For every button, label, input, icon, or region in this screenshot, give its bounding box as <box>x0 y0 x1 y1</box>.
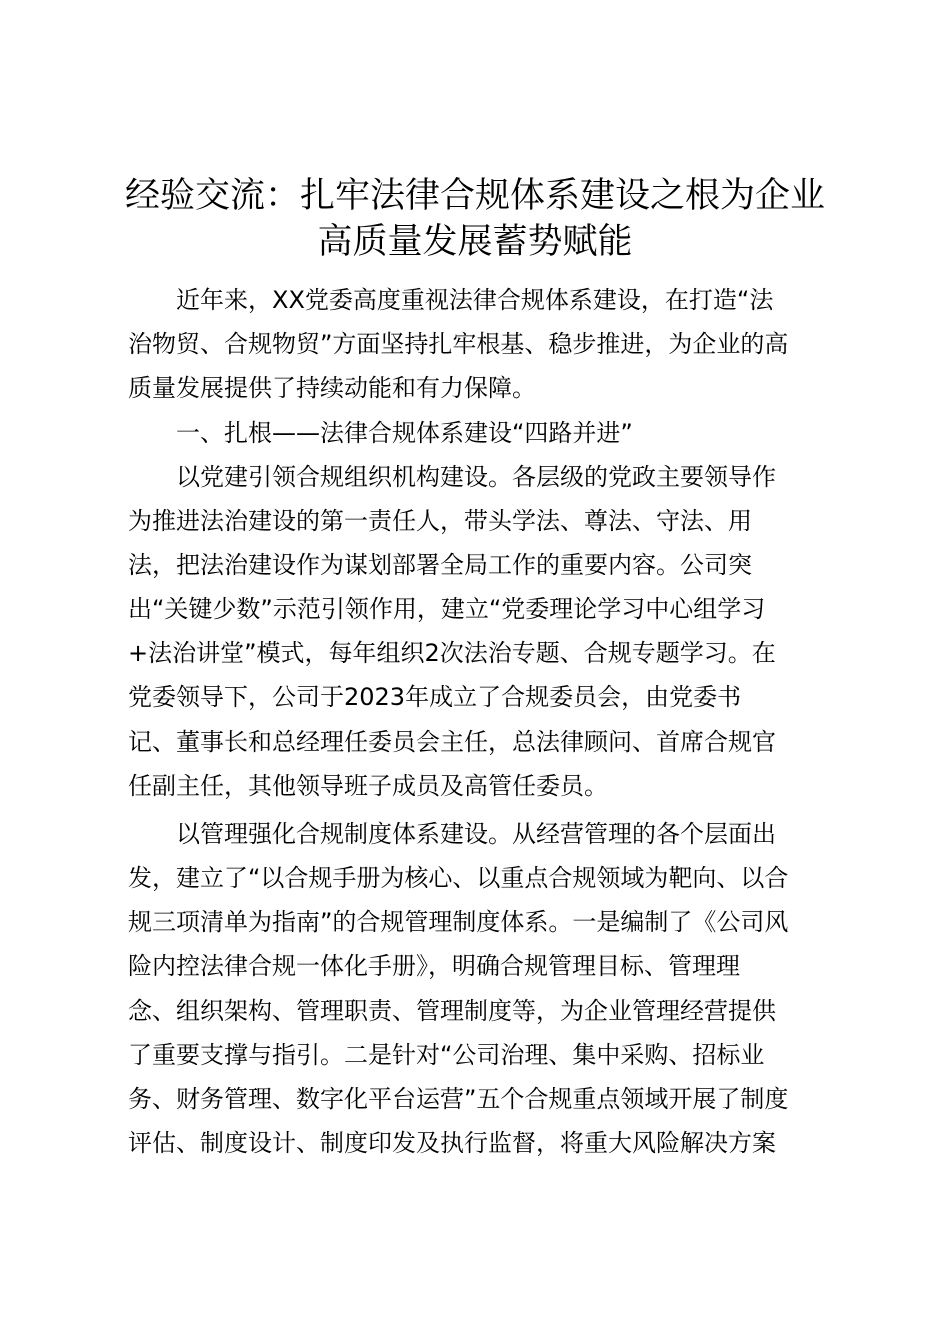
section-heading: 一、扎根——法律合规体系建设“四路并进” <box>176 419 633 447</box>
paragraph-line: 出“关键少数”示范引领作用，建立“党委理论学习中心组学习 <box>128 595 766 623</box>
paragraph-line: 评估、制度设计、制度印发及执行监督，将重大风险解决方案 <box>128 1129 776 1157</box>
paragraph-line: 以党建引领合规组织机构建设。各层级的党政主要领导作 <box>176 463 776 491</box>
paragraph-line: 务、财务管理、数字化平台运营”五个合规重点领域开展了制度 <box>128 1085 789 1113</box>
paragraph-line: 念、组织架构、管理职责、管理制度等，为企业管理经营提供 <box>128 997 776 1025</box>
paragraph-line: 为推进法治建设的第一责任人，带头学法、尊法、守法、用 <box>128 507 752 535</box>
document-title-line-2: 高质量发展蓄势赋能 <box>317 222 633 262</box>
paragraph-line: 记、董事长和总经理任委员会主任，总法律顾问、首席合规官 <box>128 728 776 756</box>
paragraph-line: 法，把法治建设作为谋划部署全局工作的重要内容。公司突 <box>128 551 752 579</box>
paragraph-line: 党委领导下，公司于2023年成立了合规委员会，由党委书 <box>128 683 742 711</box>
paragraph-line: 规三项清单为指南”的合规管理制度体系。一是编制了《公司风 <box>128 908 789 936</box>
paragraph-line: 险内控法律合规一体化手册》，明确合规管理目标、管理理 <box>128 952 740 980</box>
paragraph-line: +法治讲堂”模式，每年组织2次法治专题、合规专题学习。在 <box>128 639 776 667</box>
paragraph-line: 近年来，XX党委高度重视法律合规体系建设，在打造“法 <box>176 286 774 314</box>
paragraph-line: 了重要支撑与指引。二是针对“公司治理、集中采购、招标业 <box>128 1041 765 1069</box>
paragraph-line: 任副主任，其他领导班子成员及高管任委员。 <box>128 772 608 800</box>
document-title-line-1: 经验交流：扎牢法律合规体系建设之根为企业 <box>124 176 825 216</box>
paragraph-line: 质量发展提供了持续动能和有力保障。 <box>128 374 536 402</box>
paragraph-line: 治物贸、合规物贸”方面坚持扎牢根基、稳步推进，为企业的高 <box>128 330 789 358</box>
paragraph-line: 以管理强化合规制度体系建设。从经营管理的各个层面出 <box>176 820 776 848</box>
paragraph-line: 发，建立了“以合规手册为核心、以重点合规领域为靶向、以合 <box>128 864 789 892</box>
